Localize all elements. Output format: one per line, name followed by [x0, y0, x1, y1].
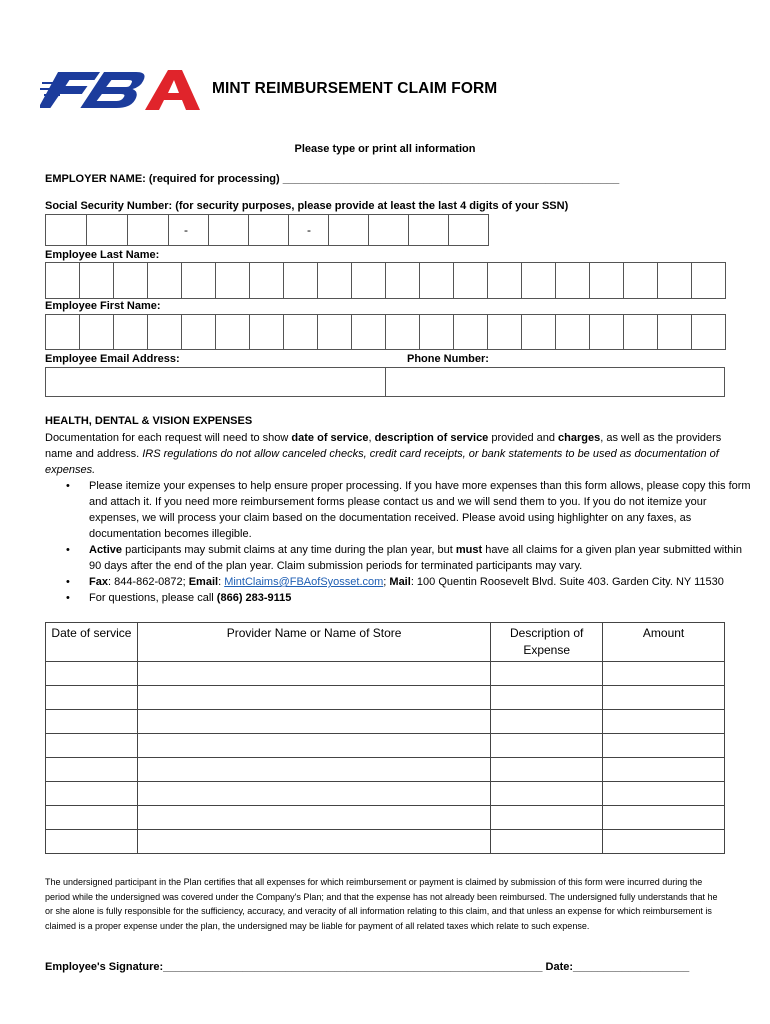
description-cell[interactable]: [491, 734, 603, 758]
amount-cell[interactable]: [603, 686, 725, 710]
date-cell[interactable]: [46, 758, 138, 782]
signature-line: [45, 961, 689, 973]
last-name-grid: [45, 262, 726, 299]
ssn-digit-box[interactable]: [208, 214, 249, 246]
date-cell[interactable]: [46, 734, 138, 758]
first-name-char-box[interactable]: [79, 314, 114, 350]
amount-cell[interactable]: [603, 782, 725, 806]
provider-cell[interactable]: [137, 830, 490, 854]
last-name-char-box[interactable]: [45, 262, 80, 299]
provider-cell[interactable]: [137, 662, 490, 686]
last-name-char-box[interactable]: [419, 262, 454, 299]
provider-cell[interactable]: [137, 758, 490, 782]
first-name-char-box[interactable]: [351, 314, 386, 350]
claims-email-link[interactable]: MintClaims@FBAofSyosset.com: [224, 576, 384, 588]
certification-text: The undersigned participant in the Plan certifies that all expenses for which reimbursement or payment is claimed by submission of this form were incurred during the period while the undersigned was covered under the Company's Plan; and that the expense has not already been reimbursed. The undersigned fully understands that he or she alone is fully responsible for the sufficiency, accuracy, and veracity of all information relating to this claim, and that unless an expense for which reimbursement is claimed is a proper expense under the plan, the undersigned may be liable for payment of all related taxes which relate to such expense.: [45, 877, 718, 931]
first-name-char-box[interactable]: [215, 314, 250, 350]
ssn-label: Social Security Number: (for security purposes, please provide at least the last 4 digits of your SSN): [45, 200, 569, 212]
expenses-heading: HEALTH, DENTAL & VISION EXPENSES: [45, 415, 253, 427]
last-name-char-box[interactable]: [385, 262, 420, 299]
provider-cell[interactable]: [137, 686, 490, 710]
list-item: • For questions, please call (866) 283-9115: [89, 590, 754, 606]
ssn-digit-box[interactable]: [45, 214, 87, 246]
phone-field[interactable]: [385, 367, 725, 397]
instruction-text: Please type or print all information: [294, 143, 476, 155]
expenses-intro: Documentation for each request will need to show date of service, description of service provided and charges, as well as the providers name and address. IRS regulations do not allow canceled checks, credit card receipts, or bank statements to be used as documentation of expenses.: [45, 432, 722, 476]
last-name-char-box[interactable]: [147, 262, 182, 299]
amount-cell[interactable]: [603, 710, 725, 734]
last-name-char-box[interactable]: [351, 262, 386, 299]
provider-cell[interactable]: [137, 806, 490, 830]
last-name-char-box[interactable]: [691, 262, 726, 299]
first-name-char-box[interactable]: [419, 314, 454, 350]
first-name-char-box[interactable]: [589, 314, 624, 350]
description-cell[interactable]: [491, 806, 603, 830]
email-label: Employee Email Address:: [45, 353, 180, 365]
date-label: Date:: [542, 961, 574, 973]
first-name-grid: [45, 314, 726, 350]
last-name-char-box[interactable]: [453, 262, 488, 299]
date-field[interactable]: ___________________: [573, 961, 690, 973]
table-row: [46, 734, 725, 758]
expense-table: [45, 622, 725, 854]
ssn-dash: -: [184, 223, 188, 237]
description-cell[interactable]: [491, 686, 603, 710]
first-name-char-box[interactable]: [623, 314, 658, 350]
ssn-dash: -: [307, 223, 311, 237]
first-name-char-box[interactable]: [283, 314, 318, 350]
first-name-char-box[interactable]: [555, 314, 590, 350]
last-name-char-box[interactable]: [215, 262, 250, 299]
description-cell[interactable]: [491, 662, 603, 686]
description-cell[interactable]: [491, 758, 603, 782]
last-name-label: Employee Last Name:: [45, 249, 160, 261]
column-header-provider: Provider Name or Name of Store: [137, 623, 490, 662]
ssn-digit-box[interactable]: [448, 214, 489, 246]
first-name-char-box[interactable]: [521, 314, 556, 350]
description-cell[interactable]: [491, 830, 603, 854]
first-name-char-box[interactable]: [113, 314, 148, 350]
provider-cell[interactable]: [137, 734, 490, 758]
table-row: [46, 686, 725, 710]
last-name-char-box[interactable]: [623, 262, 658, 299]
amount-cell[interactable]: [603, 758, 725, 782]
list-item: • Fax: 844-862-0872; Email: MintClaims@FBAofSyosset.com; Mail: 100 Quentin Roosevelt Blvd. Suite 403. Garden City. NY 11530: [89, 574, 754, 590]
instructions-list: [45, 478, 754, 606]
column-header-date: Date of service: [46, 623, 138, 662]
table-row: [46, 662, 725, 686]
first-name-char-box[interactable]: [147, 314, 182, 350]
fba-logo: [40, 66, 202, 114]
last-name-char-box[interactable]: [521, 262, 556, 299]
first-name-char-box[interactable]: [249, 314, 284, 350]
ssn-digit-box[interactable]: [248, 214, 289, 246]
provider-cell[interactable]: [137, 710, 490, 734]
employer-name-field[interactable]: [45, 173, 619, 185]
table-row: [46, 830, 725, 854]
first-name-char-box[interactable]: [487, 314, 522, 350]
employer-name-label: EMPLOYER NAME: (required for processing): [45, 173, 283, 185]
list-item: • Active participants may submit claims at any time during the plan year, but must have all claims for a given plan year submitted within 90 days after the end of the plan year. Claim submission periods for terminated participants may vary.: [89, 542, 754, 574]
signature-field[interactable]: ______________________________________________________________: [163, 961, 543, 973]
first-name-char-box[interactable]: [45, 314, 80, 350]
ssn-digit-box[interactable]: [328, 214, 369, 246]
amount-cell[interactable]: [603, 662, 725, 686]
signature-label: Employee's Signature:: [45, 961, 164, 973]
date-cell[interactable]: [46, 710, 138, 734]
first-name-char-box[interactable]: [181, 314, 216, 350]
last-name-char-box[interactable]: [181, 262, 216, 299]
column-header-description: Description of Expense: [491, 623, 603, 662]
last-name-char-box[interactable]: [283, 262, 318, 299]
last-name-char-box[interactable]: [487, 262, 522, 299]
ssn-digit-box[interactable]: [368, 214, 409, 246]
ssn-digit-box[interactable]: [86, 214, 128, 246]
description-cell[interactable]: [491, 782, 603, 806]
last-name-char-box[interactable]: [589, 262, 624, 299]
table-row: [46, 758, 725, 782]
ssn-grid: [45, 214, 489, 246]
last-name-char-box[interactable]: [657, 262, 692, 299]
provider-cell[interactable]: [137, 782, 490, 806]
last-name-char-box[interactable]: [555, 262, 590, 299]
amount-cell[interactable]: [603, 806, 725, 830]
date-cell[interactable]: [46, 782, 138, 806]
first-name-char-box[interactable]: [453, 314, 488, 350]
table-row: [46, 782, 725, 806]
amount-cell[interactable]: [603, 830, 725, 854]
first-name-char-box[interactable]: [317, 314, 352, 350]
last-name-char-box[interactable]: [79, 262, 114, 299]
ssn-digit-box[interactable]: [408, 214, 449, 246]
form-title: MINT REIMBURSEMENT CLAIM FORM: [212, 80, 498, 97]
first-name-char-box[interactable]: [385, 314, 420, 350]
ssn-digit-box[interactable]: [127, 214, 169, 246]
first-name-char-box[interactable]: [691, 314, 726, 350]
first-name-char-box[interactable]: [657, 314, 692, 350]
amount-cell[interactable]: [603, 734, 725, 758]
first-name-label: Employee First Name:: [45, 300, 161, 312]
list-item: • Please itemize your expenses to help ensure proper processing. If you have more expenses than this form allows, please copy this form and attach it. If you need more reimbursement forms please contact us and we will send them to you. If you do not itemize your expenses, we will process your claim based on the documentation received. Please avoid using highlighter on any faxes, as documentation becomes illegible.: [89, 478, 754, 542]
description-cell[interactable]: [491, 710, 603, 734]
email-field[interactable]: [45, 367, 386, 397]
table-row: [46, 710, 725, 734]
date-cell[interactable]: [46, 662, 138, 686]
phone-label: Phone Number:: [407, 353, 489, 365]
date-cell[interactable]: [46, 806, 138, 830]
last-name-char-box[interactable]: [317, 262, 352, 299]
last-name-char-box[interactable]: [249, 262, 284, 299]
table-row: [46, 806, 725, 830]
column-header-amount: Amount: [603, 623, 725, 662]
employer-name-blank[interactable]: _______________________________________________________: [282, 173, 620, 185]
last-name-char-box[interactable]: [113, 262, 148, 299]
date-cell[interactable]: [46, 830, 138, 854]
date-cell[interactable]: [46, 686, 138, 710]
ssn-digit-box[interactable]: [168, 214, 209, 246]
